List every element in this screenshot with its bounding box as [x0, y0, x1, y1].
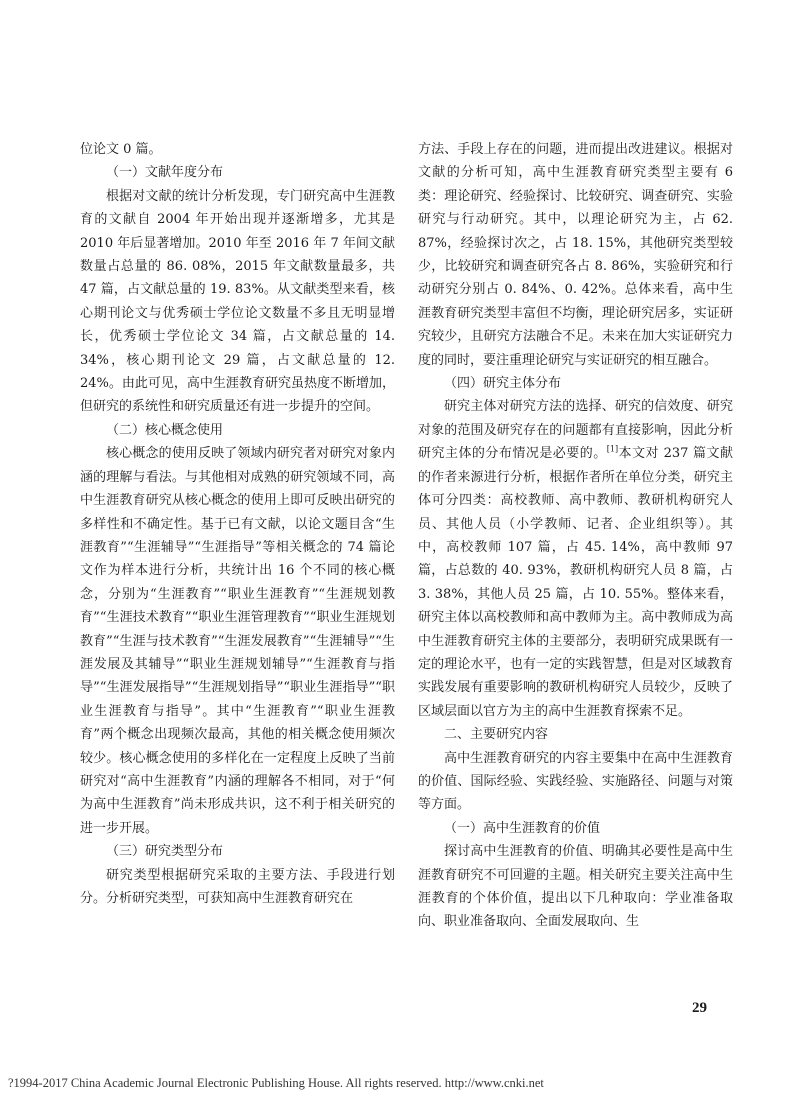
- left-column: [80, 138, 395, 910]
- section-heading-year-distribution: （一）文献年度分布: [106, 165, 224, 181]
- section-heading-research-subjects: （四）研究主体分布: [444, 376, 562, 392]
- page-number: 29: [692, 1000, 707, 1016]
- paragraph-core-concepts: 核心概念的使用反映了领域内研究者对研究对象内涵的理解与看法。与其他相对成熟的研究领域不同，高中生涯教育研究从核心概念的使用上即可反映出研究的多样性和不确定性。基于已有文献，以论文题目含“生涯教育”“生涯辅导”“生涯指导”等相关概念的 74 篇论文作为样本进行分析，共统计出 16 个不同的核心概念，分别为“生涯教育”“职业生涯教育”“生涯规划教育”“生涯技术教育”“职业生涯管理教育”“职业生涯规划教育”“生涯与技术教育”“生涯发展教育”“生涯辅导”“生涯发展及其辅导”“职业生涯规划辅导”“生涯教育与指导”“生涯发展指导”“生涯规划指导”“职业生涯指导”“职业生涯教育与指导”。其中“生涯教育”“职业生涯教育”两个概念出现频次最高，其他的相关概念使用频次较少。核心概念使用的多样化在一定程度上反映了当前研究对“高中生涯教育”内涵的理解各不相同，对于“何为高中生涯教育”尚未形成共识，这不利于相关研究的进一步开展。: [80, 446, 395, 836]
- section-heading-research-types: （三）研究类型分布: [106, 844, 224, 860]
- paragraph-value: 探讨高中生涯教育的价值、明确其必要性是高中生涯教育研究不可回避的主题。相关研究主要关注高中生涯教育的个体价值，提出以下几种取向：学业准备取向、职业准备取向、全面发展取向、生: [418, 844, 733, 930]
- paragraph-research-subjects-part1: 研究主体对研究方法的选择、研究的信效度、研究对象的范围及研究存在的问题都有直接影响，因此分析研究主体的分布情况是必要的。: [418, 399, 733, 462]
- paragraph-year-distribution: 根据对文献的统计分析发现，专门研究高中生涯教育的文献自 2004 年开始出现并逐渐增多，尤其是 2010 年后显著增加。2010 年至 2016 年 7 年间文献数量占总量的 86. 08%，2015 年文献数量最多，共 47 篇，占文献总量的 19. 83%。从文献类型来看，核心期刊论文与优秀硕士学位论文数量不多且无明显增长，优秀硕士学位论文 34 篇，占文献总量的 14. 34%，核心期刊论文 29 篇，占文献总量的 12. 24%。由此可见，高中生涯教育研究虽热度不断增加，但研究的系统性和研究质量还有进一步提升的空间。: [80, 188, 395, 415]
- paragraph-research-subjects-part2: 本文对 237 篇文献的作者来源进行分析，根据作者所在单位分类，研究主体可分四类：高校教师、高中教师、教研机构研究人员、其他人员（小学教师、记者、企业组织等）。其中，高校教师 107 篇，占 45. 14%，高中教师 97 篇，占总数的 40. 93%，教研机构研究人员 8 篇，占 3. 38%，其他人员 25 篇，占 10. 55%。整体来看，研究主体以高校教师和高中教师为主。高中教师成为高中生涯教育研究主体的主要部分，表明研究成果既有一定的理论水平，也有一定的实践智慧，但是对区域教育实践发展有重要影响的教研机构研究人员较少，反映了区域层面以官方为主的高中生涯教育探索不足。: [418, 446, 733, 719]
- paragraph-continuation: 位论文 0 篇。: [80, 142, 162, 157]
- section-heading-main-content: 二、主要研究内容: [444, 727, 549, 743]
- right-column: [418, 138, 733, 934]
- section-heading-value: （一）高中生涯教育的价值: [444, 820, 601, 836]
- section-heading-core-concepts: （二）核心概念使用: [106, 422, 224, 438]
- paragraph-main-content: 高中生涯教育研究的内容主要集中在高中生涯教育的价值、国际经验、实践经验、实施路径、问题与对策等方面。: [418, 750, 733, 813]
- paragraph-research-subjects: [418, 395, 733, 723]
- paragraph-research-types-cont: 方法、手段上存在的问题，进而提出改进建议。根据对文献的分析可知，高中生涯教育研究类型主要有 6 类：理论研究、经验探讨、比较研究、调查研究、实验研究与行动研究。其中，以理论研究为主，占 62. 87%，经验探讨次之，占 18. 15%，其他研究类型较少，比较研究和调查研究各占 8. 86%，实验研究和行动研究分别占 0. 84%、0. 42%。总体来看，高中生涯教育研究类型丰富但不均衡，理论研究居多，实证研究较少，且研究方法融合不足。未来在加大实证研究力度的同时，要注重理论研究与实证研究的相互融合。: [418, 142, 733, 368]
- copyright-footer: ?1994-2017 China Academic Journal Electronic Publishing House. All rights reserved. http://www.cnki.net: [8, 1076, 544, 1090]
- paragraph-research-types: 研究类型根据研究采取的主要方法、手段进行划分。分析研究类型，可获知高中生涯教育研究在: [80, 867, 395, 906]
- citation-marker[interactable]: [1]: [606, 444, 619, 454]
